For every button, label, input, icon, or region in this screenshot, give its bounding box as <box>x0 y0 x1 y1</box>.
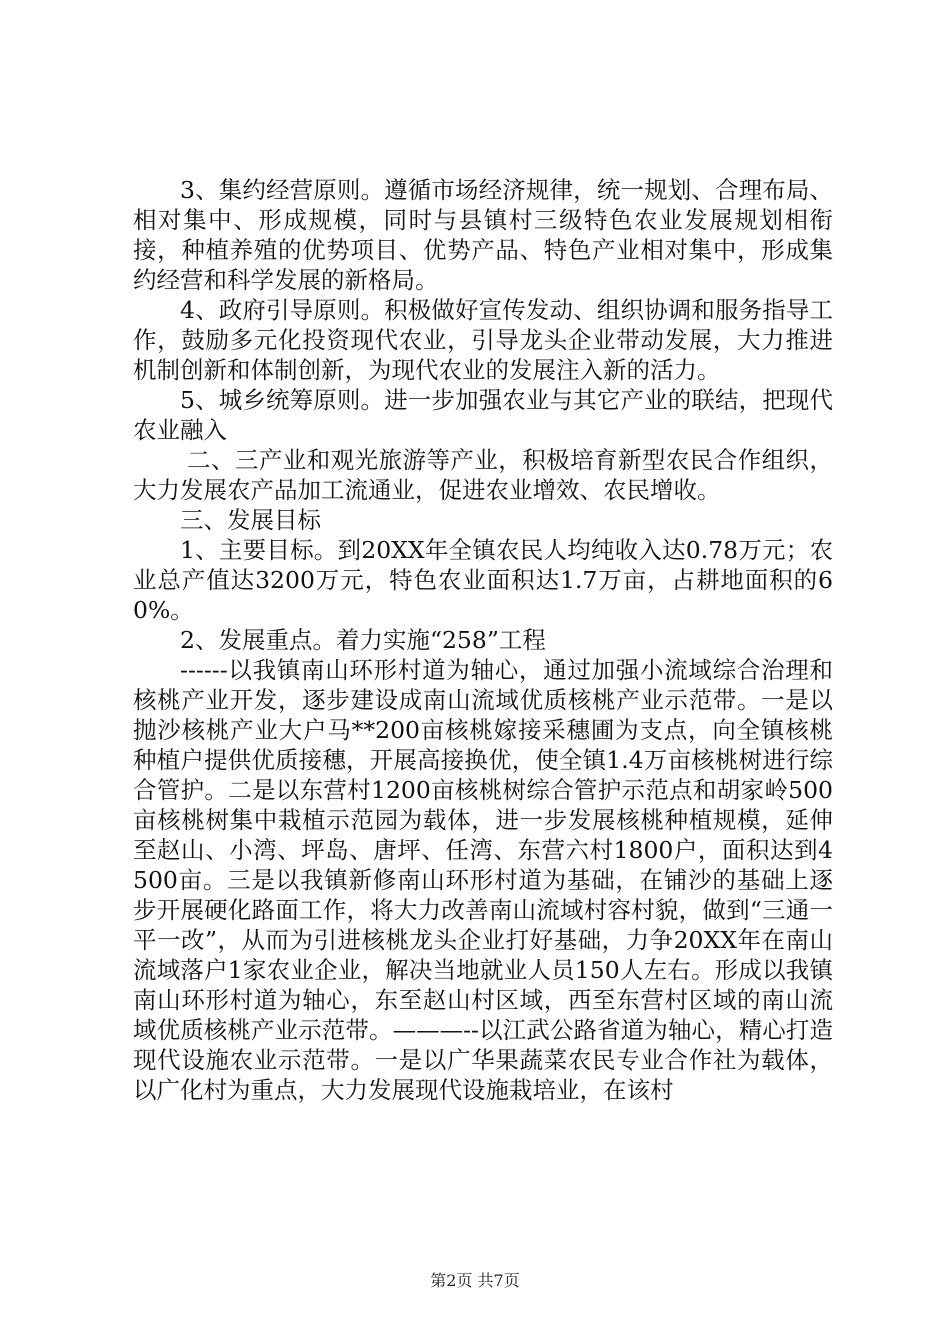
paragraph-secondary-tertiary-industry: 二、三产业和观光旅游等产业，积极培育新型农民合作组织，大力发展农产品加工流通业，促进农业增效、农民增收。 <box>133 446 833 504</box>
paragraph-intensive-management: 3、集约经营原则。遵循市场经济规律，统一规划、合理布局、相对集中、形成规模，同时与县镇村三级特色农业发展规划相衔接，种植养殖的优势项目、优势产品、特色产业相对集中，形成集约经营和科学发展的新格局。 <box>133 176 833 294</box>
paragraph-development-focus: 2、发展重点。着力实施“258”工程 <box>180 626 546 654</box>
paragraph-urban-rural-integration: 5、城乡统筹原则。进一步加强农业与其它产业的联结，把现代农业融入 <box>133 386 833 444</box>
document-body <box>133 175 833 1105</box>
paragraph-main-goals: 1、主要目标。到20XX年全镇农民人均纯收入达0.78万元；农业总产值达3200万元，特色农业面积达1.7万亩，占耕地面积的60%。 <box>133 536 833 624</box>
paragraph-walnut-demonstration-belt: ------以我镇南山环形村道为轴心，通过加强小流域综合治理和核桃产业开发，逐步建设成南山流域优质核桃产业示范带。一是以抛沙核桃产业大户马**200亩核桃嫁接采穗圃为支点，向全镇核桃种植户提供优质接穗，开展高接换优，使全镇1.4万亩核桃树进行综合管护。二是以东营村1200亩核桃树综合管护示范点和胡家岭500亩核桃树集中栽植示范园为载体，进一步发展核桃种植规模，延伸至赵山、小湾、坪岛、唐坪、任湾、东营六村1800户，面积达到4500亩。三是以我镇新修南山环形村道为基础，在铺沙的基础上逐步开展硬化路面工作，将大力改善南山流域村容村貌，做到“三通一平一改”，从而为引进核桃龙头企业打好基础，力争20XX年在南山流域落户1家农业企业，解决当地就业人员150人左右。形成以我镇南山环形村道为轴心，东至赵山村区域，西至东营村区域的南山流域优质核桃产业示范带。———--以江武公路省道为轴心，精心打造现代设施农业示范带。一是以广华果蔬菜农民专业合作社为载体，以广化村为重点，大力发展现代设施栽培业，在该村 <box>133 656 833 1104</box>
page-number-footer: 第2页 共7页 <box>430 1271 520 1290</box>
section-heading-development-goals: 三、发展目标 <box>180 506 321 534</box>
paragraph-government-guidance: 4、政府引导原则。积极做好宣传发动、组织协调和服务指导工作，鼓励多元化投资现代农业，引导龙头企业带动发展，大力推进机制创新和体制创新，为现代农业的发展注入新的活力。 <box>133 296 833 384</box>
